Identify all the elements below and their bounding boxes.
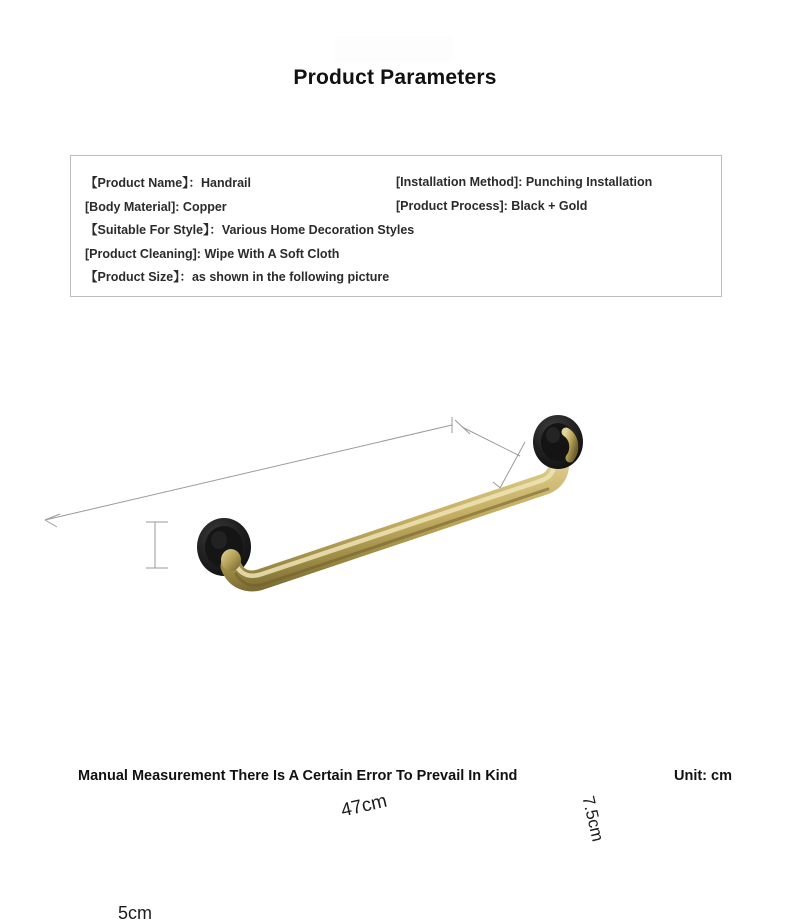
page-title: Product Parameters [293,66,497,89]
dimension-label-height: 5cm [118,903,153,923]
footer-measurement-note: Manual Measurement There Is A Certain Error To Prevail In Kind [78,768,518,784]
handrail-drawing [0,370,790,640]
footer-unit-label: Unit: cm [674,768,732,784]
dim-tick-depth-top [455,420,470,434]
dimension-lines [45,417,525,568]
param-body-material: [Body Material]: Copper [85,199,227,214]
handrail-tube [231,456,559,581]
param-product-process: [Product Process]: Black + Gold [396,198,588,213]
left-socket-cap [221,549,241,571]
param-product-name: 【Product Name】：Handrail [85,176,252,190]
dimension-label-length: 47cm [339,790,390,822]
parameters-right-column [396,171,716,218]
param-suitable-style: 【Suitable For Style】：Various Home Decoration Styles [85,223,415,237]
dim-line-length [45,425,452,520]
parameters-columns [71,156,721,296]
param-product-size: 【Product Size】：as shown in the following picture [85,270,390,284]
param-product-cleaning: [Product Cleaning]: Wipe With A Soft Cloth [85,246,340,261]
parameters-left-column [85,172,415,290]
param-installation-method: [Installation Method]: Punching Installation [396,175,653,189]
watermark-block [335,36,453,62]
dim-line-depth [462,427,520,456]
dimension-label-depth: 7.5cm [578,794,608,844]
product-parameters-box [70,155,722,297]
